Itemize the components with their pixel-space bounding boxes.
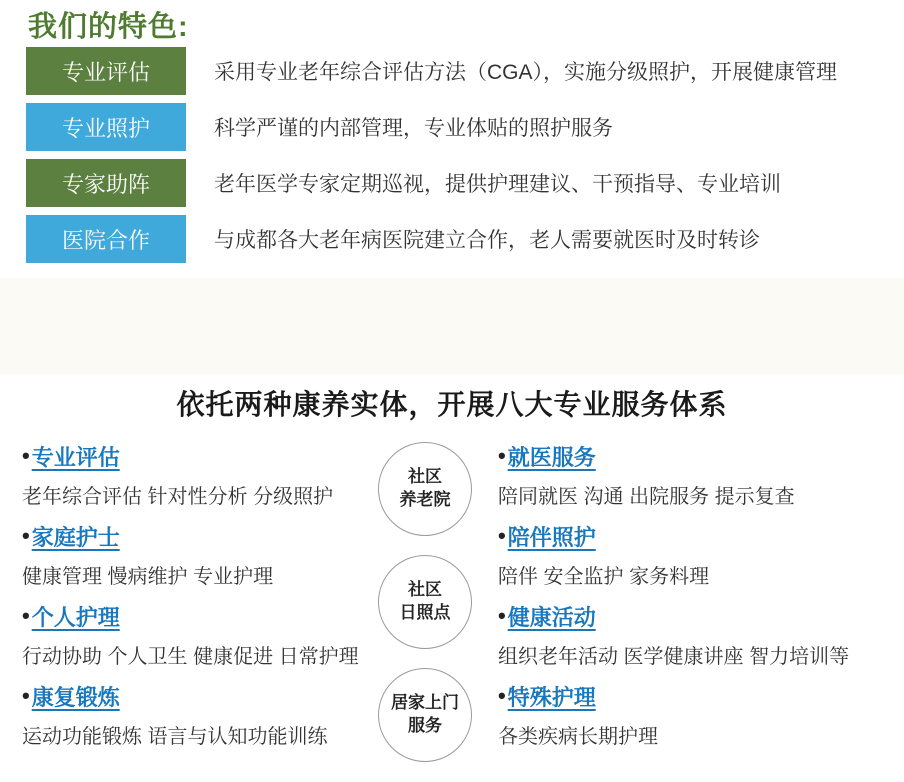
bullet-icon: • [498, 603, 506, 628]
service-link-rehab-exercise[interactable]: 康复锻炼 [31, 684, 120, 710]
feature-badge: 专业照护 [26, 103, 186, 151]
services-heading: 依托两种康养实体，开展八大专业服务体系 [176, 389, 728, 420]
service-description: 陪伴 安全监护 家务料理 [498, 566, 710, 588]
background-tint [0, 278, 904, 374]
feature-row [26, 159, 837, 207]
feature-row [26, 103, 837, 151]
bullet-icon: • [22, 443, 30, 468]
service-description: 老年综合评估 针对性分析 分级照护 [22, 486, 334, 508]
services-left-column [22, 440, 377, 760]
feature-description: 科学严谨的内部管理，专业体贴的照护服务 [214, 117, 613, 140]
service-title-line [22, 520, 377, 552]
service-link-companion-care[interactable]: 陪伴照护 [507, 524, 596, 550]
service-title-line [22, 600, 377, 632]
feature-badge: 专家助阵 [26, 159, 186, 207]
service-link-family-nurse[interactable]: 家庭护士 [31, 524, 120, 550]
bullet-icon: • [22, 603, 30, 628]
service-title-line [22, 680, 377, 712]
entity-label-line1: 居家上门 [391, 693, 459, 713]
service-group [498, 440, 893, 520]
service-group [22, 680, 377, 760]
service-link-health-activities[interactable]: 健康活动 [507, 604, 596, 630]
service-title-line [498, 680, 893, 712]
feature-description: 采用专业老年综合评估方法（CGA），实施分级照护，开展健康管理 [214, 61, 838, 84]
service-group [22, 520, 377, 600]
service-description: 组织老年活动 医学健康讲座 智力培训等 [498, 646, 850, 668]
bullet-icon: • [498, 683, 506, 708]
service-link-medical-visit[interactable]: 就医服务 [507, 444, 596, 470]
service-link-personal-care[interactable]: 个人护理 [31, 604, 120, 630]
service-group [498, 520, 893, 600]
service-description: 陪同就医 沟通 出院服务 提示复查 [498, 486, 795, 508]
bullet-icon: • [498, 523, 506, 548]
feature-badge: 专业评估 [26, 47, 186, 95]
services-right-column [498, 440, 893, 760]
entity-circle-home-visit-service [378, 668, 472, 762]
entity-label-line2: 日照点 [399, 603, 451, 622]
entity-label-line2: 服务 [408, 716, 442, 735]
service-description: 各类疾病长期护理 [498, 726, 658, 748]
service-title-line [22, 440, 377, 472]
entity-circles [377, 442, 473, 762]
service-group [498, 680, 893, 760]
service-description: 健康管理 慢病维护 专业护理 [22, 566, 274, 588]
bullet-icon: • [22, 523, 30, 548]
features-list [26, 47, 837, 263]
feature-row [26, 47, 837, 95]
service-group [22, 440, 377, 520]
service-title-line [498, 520, 893, 552]
bullet-icon: • [498, 443, 506, 468]
service-title-line [498, 600, 893, 632]
service-description: 运动功能锻炼 语言与认知功能训练 [22, 726, 328, 748]
features-heading: 我们的特色: [28, 11, 189, 43]
feature-row [26, 215, 837, 263]
service-group [22, 600, 377, 680]
feature-description: 与成都各大老年病医院建立合作，老人需要就医时及时转诊 [214, 229, 760, 252]
service-description: 行动协助 个人卫生 健康促进 日常护理 [22, 646, 359, 668]
service-group [498, 600, 893, 680]
bullet-icon: • [22, 683, 30, 708]
entity-label-line1: 社区 [408, 580, 442, 600]
service-link-special-care[interactable]: 特殊护理 [507, 684, 596, 710]
feature-description: 老年医学专家定期巡视，提供护理建议、干预指导、专业培训 [214, 173, 781, 196]
service-title-line [498, 440, 893, 472]
entity-circle-community-daycare [378, 555, 472, 649]
entity-circle-community-nursing-home [378, 442, 472, 536]
entity-label-line1: 社区 [408, 467, 442, 487]
entity-label-line2: 养老院 [399, 490, 451, 509]
feature-badge: 医院合作 [26, 215, 186, 263]
service-link-professional-assessment[interactable]: 专业评估 [31, 444, 120, 470]
